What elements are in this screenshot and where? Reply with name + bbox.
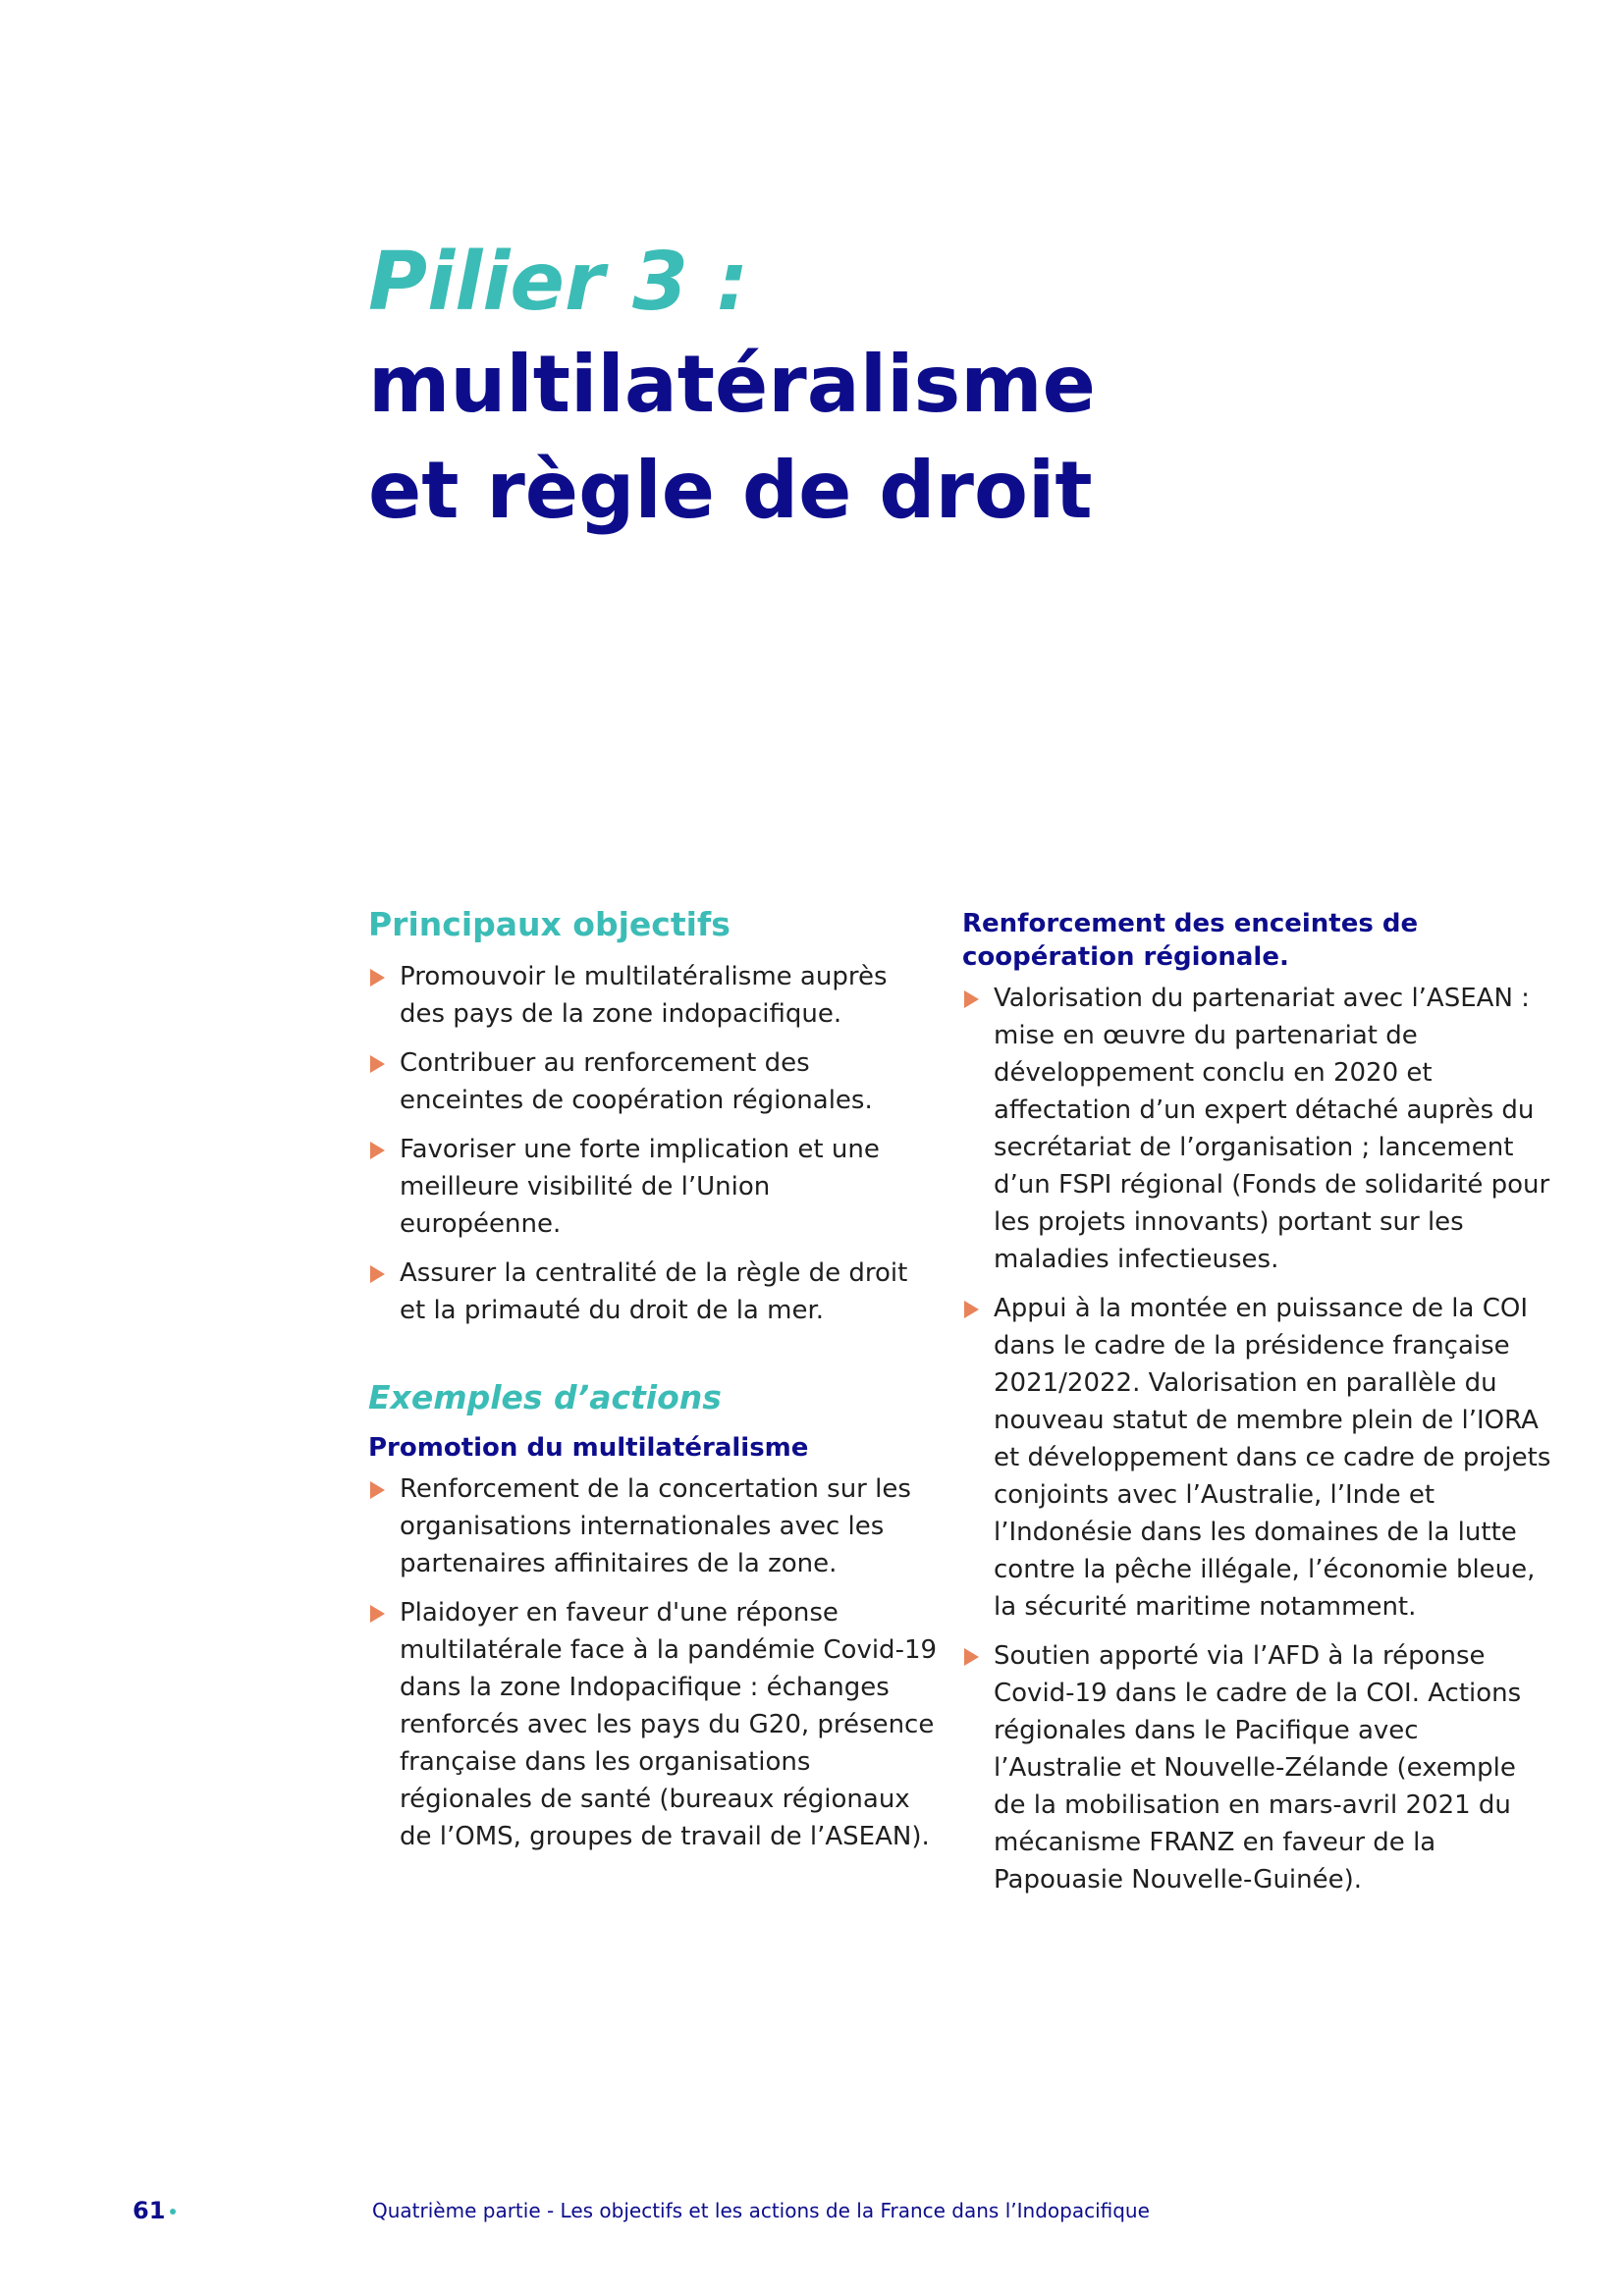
arrow-bullet-icon [964,1648,979,1666]
list-item-text: Appui à la montée en puissance de la COI dans le cadre de la présidence française 2021/2022. Valorisation en parallèle du nouveau statut de membre plein de l’IORA et développement dans ce cadre de projets conjoints avec l’Australie, l’Inde et l’Indonésie dans les domaines de la lutte contre la pêche illégale, l’économie bleue, la sécurité maritime notamment. [994,1294,1551,1622]
list-item [368,1255,938,1329]
list-item [368,1131,938,1243]
list-item-text: Contribuer au renforcement des enceintes de coopération régionales. [400,1048,873,1115]
right-column [962,907,1551,1910]
arrow-bullet-icon [370,1605,385,1623]
arrow-bullet-icon [370,1142,385,1159]
list-item [368,1594,938,1855]
section-spacer [368,1341,938,1376]
footer-running-title: Quatrième partie - Les objectifs et les actions de la France dans l’Indopacifique [372,2199,1150,2222]
list-item [368,1044,938,1119]
regional-cooperation-heading: Renforcement des enceintes de coopération régionale. [962,909,1419,972]
list-item-text: Plaidoyer en faveur d'une réponse multilatérale face à la pandémie Covid-19 dans la zone Indopacifique : échanges renforcés avec les pays du G20, présence française dans les organisations régionales de santé (bureaux régionaux de l’OMS, groupes de travail de l’ASEAN). [400,1598,938,1851]
list-item [962,1290,1551,1626]
arrow-bullet-icon [370,1055,385,1073]
arrow-bullet-icon [370,1265,385,1283]
list-item-text: Assurer la centralité de la règle de droit et la primauté du droit de la mer. [400,1258,908,1325]
page-title-block [368,234,1448,544]
list-item-text: Renforcement de la concertation sur les organisations internationales avec les partenaires affinitaires de la zone. [400,1474,911,1578]
list-item [368,958,938,1033]
promotion-list [368,1470,938,1855]
list-item [962,980,1551,1278]
pillar-subtitle-line-1: multilatéralisme [368,339,1096,430]
arrow-bullet-icon [964,990,979,1008]
list-item-text: Favoriser une forte implication et une meilleure visibilité de l’Union européenne. [400,1135,880,1239]
arrow-bullet-icon [370,969,385,987]
objectives-heading: Principaux objectifs [368,905,731,943]
page-number: 61 [133,2197,166,2224]
left-column [368,903,938,1867]
pillar-title: Pilier 3 : [368,236,749,329]
list-item-text: Soutien apporté via l’AFD à la réponse Covid-19 dans le cadre de la COI. Actions régionales dans le Pacifique avec l’Australie et Nouvelle-Zélande (exemple de la mobilisation en mars-avril 2021 du mécanisme FRANZ en faveur de la Papouasie Nouvelle-Guinée). [994,1641,1522,1895]
dot-icon [170,2209,176,2215]
promotion-heading: Promotion du multilatéralisme [368,1433,809,1463]
list-item [962,1637,1551,1898]
pillar-subtitle-line-2: et règle de droit [368,445,1093,536]
actions-heading: Exemples d’actions [368,1378,722,1416]
list-item-text: Valorisation du partenariat avec l’ASEAN : mise en œuvre du partenariat de développement conclu en 2020 et affectation d’un expert détaché auprès du secrétariat de l’organisation ; lancement d’un FSPI régional (Fonds de solidarité pour les projets innovants) portant sur les maladies infectieuses. [994,984,1550,1274]
objectives-list [368,958,938,1329]
arrow-bullet-icon [370,1481,385,1499]
list-item [368,1470,938,1582]
regional-cooperation-list [962,980,1551,1898]
list-item-text: Promouvoir le multilatéralisme auprès des pays de la zone indopacifique. [400,962,888,1029]
arrow-bullet-icon [964,1301,979,1318]
